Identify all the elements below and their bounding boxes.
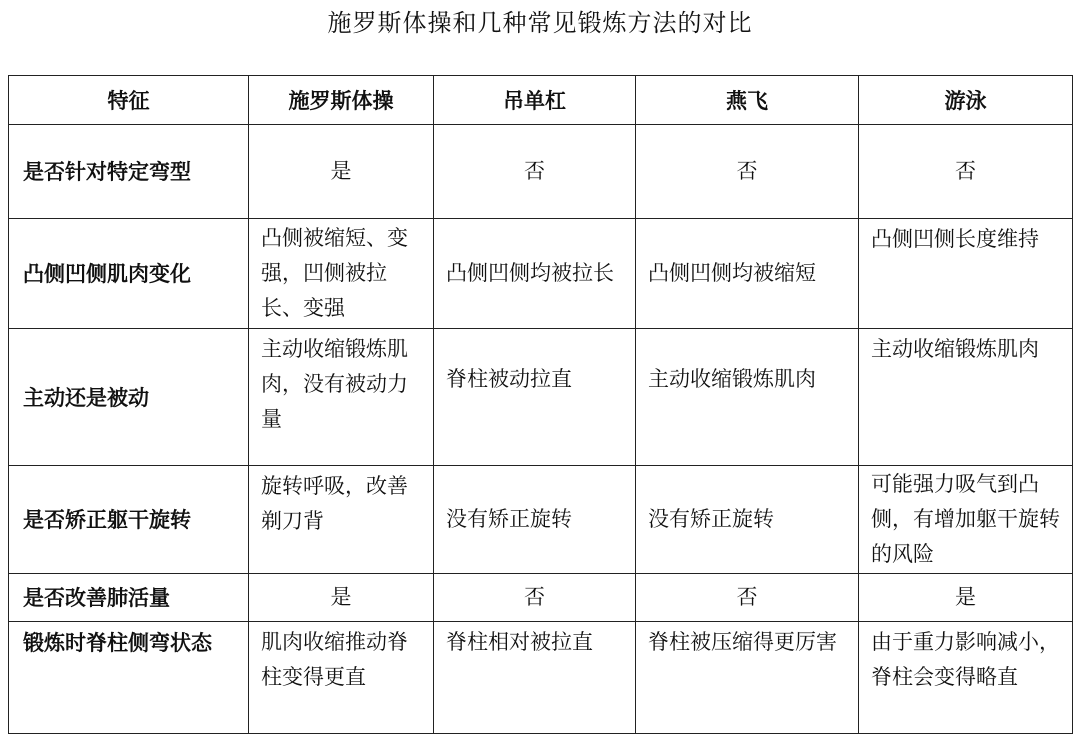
table-cell: 脊柱被动拉直 xyxy=(434,329,636,466)
table-cell: 否 xyxy=(434,125,636,219)
table-row xyxy=(9,466,1073,574)
table-cell: 凸侧凹侧均被拉长 xyxy=(434,219,636,329)
table-cell: 旋转呼吸，改善剃刀背 xyxy=(249,466,434,574)
table-cell: 可能强力吸气到凸侧，有增加躯干旋转的风险 xyxy=(859,466,1073,574)
table-cell: 脊柱被压缩得更厉害 xyxy=(636,622,859,734)
table-cell: 是 xyxy=(859,574,1073,622)
table-cell: 肌肉收缩推动脊柱变得更直 xyxy=(249,622,434,734)
header-feature: 特征 xyxy=(9,76,249,125)
table-cell: 主动收缩锻炼肌肉，没有被动力量 xyxy=(249,329,434,466)
table-cell: 否 xyxy=(636,125,859,219)
table-cell: 凸侧凹侧长度维持 xyxy=(859,219,1073,329)
table-cell: 主动收缩锻炼肌肉 xyxy=(636,329,859,466)
row-feature-label: 锻炼时脊柱侧弯状态 xyxy=(9,622,249,734)
header-swimming: 游泳 xyxy=(859,76,1073,125)
row-feature-label: 是否改善肺活量 xyxy=(9,574,249,622)
table-row xyxy=(9,125,1073,219)
table-cell: 是 xyxy=(249,125,434,219)
table-cell: 否 xyxy=(636,574,859,622)
table-row xyxy=(9,574,1073,622)
table-header-row xyxy=(9,76,1073,125)
table-cell: 凸侧凹侧均被缩短 xyxy=(636,219,859,329)
table-cell: 否 xyxy=(434,574,636,622)
comparison-table xyxy=(8,75,1073,734)
table-cell: 没有矫正旋转 xyxy=(636,466,859,574)
row-feature-label: 主动还是被动 xyxy=(9,329,249,466)
table-row xyxy=(9,329,1073,466)
row-feature-label: 是否针对特定弯型 xyxy=(9,125,249,219)
table-cell: 是 xyxy=(249,574,434,622)
header-schroth: 施罗斯体操 xyxy=(249,76,434,125)
header-swallow: 燕飞 xyxy=(636,76,859,125)
row-feature-label: 凸侧凹侧肌肉变化 xyxy=(9,219,249,329)
table-row xyxy=(9,219,1073,329)
table-cell: 主动收缩锻炼肌肉 xyxy=(859,329,1073,466)
table-cell: 凸侧被缩短、变强，凹侧被拉长、变强 xyxy=(249,219,434,329)
table-cell: 没有矫正旋转 xyxy=(434,466,636,574)
header-pullup-bar: 吊单杠 xyxy=(434,76,636,125)
table-cell: 由于重力影响减小，脊柱会变得略直 xyxy=(859,622,1073,734)
table-cell: 脊柱相对被拉直 xyxy=(434,622,636,734)
table-row xyxy=(9,622,1073,734)
row-feature-label: 是否矫正躯干旋转 xyxy=(9,466,249,574)
page-title: 施罗斯体操和几种常见锻炼方法的对比 xyxy=(327,9,753,37)
table-cell: 否 xyxy=(859,125,1073,219)
